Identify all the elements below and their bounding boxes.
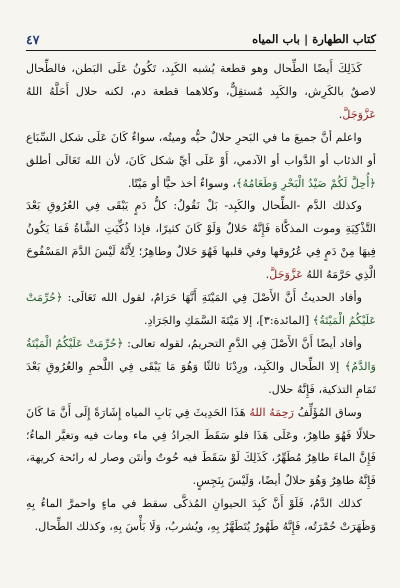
text-segment: إلا الطِّحال والكَبِد، ورِدْنَا ثالثًا وَهُوَ مَا يَبْقَى فِي اللَّحمِ والعُرُوقِ بَعْدَ تَمَامِ التذكية، فَإِنَّهُ حلال. — [26, 359, 376, 396]
page-number: ٤٧ — [26, 31, 40, 47]
text-segment: . — [338, 107, 343, 121]
running-title: كتاب الطهارة | باب المياه — [252, 32, 376, 46]
page-header — [26, 28, 376, 51]
paragraph-2 — [26, 127, 376, 196]
paragraph-1 — [26, 58, 376, 127]
text-segment: وأفاد أيضًا أَنَّ الأَصْلَ فِي الدَّمِ التحريمُ، لقوله تعالى: — [123, 336, 362, 350]
paragraph-7 — [26, 493, 376, 539]
text-segment: كذلك الدَّمُ، فَلَوْ أَنَّ كَبِدَ الحيوانِ المُذكَّى سقط في ماءٍ واحمرَّ الماءُ بِهِ وَظَهَرَتْ حُمْرَتُه، فَإِنَّهُ طَهُورٌ يُتَطَهَّرُ بِهِ، ويُشربُ، وَلَا بَأْسَ بِهِ، وكذلك الطِّحال. — [26, 497, 376, 534]
paragraph-4 — [26, 287, 376, 333]
text-segment: [المائدة:٣]، إلا مَيْتَةَ السَّمَكِ والجَرَادِ. — [144, 313, 313, 327]
quran-verse: ﴿حُرِّمَتْ عَلَيْكُمُ الْمَيْتَةُ﴾ — [26, 291, 376, 327]
quran-verse: ﴿أُحِلَّ لَكُمْ صَيْدُ الْبَحْرِ وَطَعَامُهُ﴾ — [235, 176, 376, 190]
paragraph-5 — [26, 333, 376, 402]
text-segment: . — [265, 268, 270, 282]
honorific: رَحِمَهُ اللهُ — [249, 405, 295, 419]
text-segment: وساق المُؤَلِّفُ — [294, 405, 363, 419]
honorific: عَزَّوَجَلَّ — [342, 107, 376, 121]
page-body — [26, 58, 376, 539]
quran-verse: ﴿حُرِّمَتْ عَلَيْكُمُ الْمَيْتَةُ وَالدَّمُ﴾ — [26, 336, 376, 373]
text-segment: هَذَا الحَدِيثَ فِي بَابِ المياه إِشَارَةً إِلَى أَنَّ مَا كَانَ حلالًا فَهُوَ طاهِرٌ، وعَلَى هَذَا فلو سَقَطَ الجرادُ فِي ماء ومات فيه وتغيَّر الماءُ؛ فَإِنَّ الماءَ طاهِرٌ مُطَهِّرٌ، كَذَلِكَ لَوْ سَقَطَ فيه حُوتٌ وأنتَن وصار له رائحة كريهة، فَإِنَّهُ طاهِرٌ وَهُوَ حلالٌ أيضًا، وَلَيْسَ بِنَجِسٍ. — [26, 405, 376, 488]
paragraph-3 — [26, 195, 376, 287]
text-segment: ، وسواءٌ أخذ حيًّا أو مَيْتًا. — [127, 176, 236, 190]
text-segment: وكذلك الدَّم -الطِّحال والكَبِد- بَلْ نَقُولُ: كلُّ دَمٍ يَبْقَى فِي العُرُوقِ بَعْدَ التَّذْكِيَةِ وموت المذكَّاة فَإِنَّهُ حَلالٌ وَلَوْ كَانَ كثيرًا، فإذا ذُكِّيَتِ الشَّاةُ فَمَا يَكُونُ فِيهَا مِنْ دَمٍ فِي عُرُوقها وفي قلبها فَهُوَ حَلالٌ وطاهِرٌ؛ لِأَنَّهُ لَيْسَ الدَّمَ المَسْفُوحَ الَّذِي حَرَّمَهُ اللهُ — [26, 199, 376, 282]
text-segment: كَذَلِكَ أَيضًا الطِّحال وهو قطعة يُشبه الكَبِد، تَكُونُ عَلَى البَطن، فالطِّحال لاصقٌ بالكَرِش، والكَبِد مُستقِلٌّ، وكلاهما قطعة دم، لكنه حلال أَحَلَّهُ اللهُ — [26, 62, 376, 98]
text-segment: واعلم أنَّ جميعَ ما في البَحرِ حلالٌ حيُّه وميتُه، سواءٌ كَانَ عَلَى شكل السِّبَاع أو الذئاب أو الدَّواب أو الآدمي، أَوْ عَلَى أيِّ شكل كَانَ، لأن الله تَعَالَى أطلق — [26, 130, 376, 167]
text-segment: وأفاد الحديثُ أَنَّ الأَصْلَ فِي المَيْتَةِ أَنَّهَا حَرَامٌ، لقول الله تَعَالَى: — [62, 291, 362, 305]
paragraph-6 — [26, 402, 376, 494]
honorific: عَزَّوَجَلَّ — [269, 268, 303, 282]
